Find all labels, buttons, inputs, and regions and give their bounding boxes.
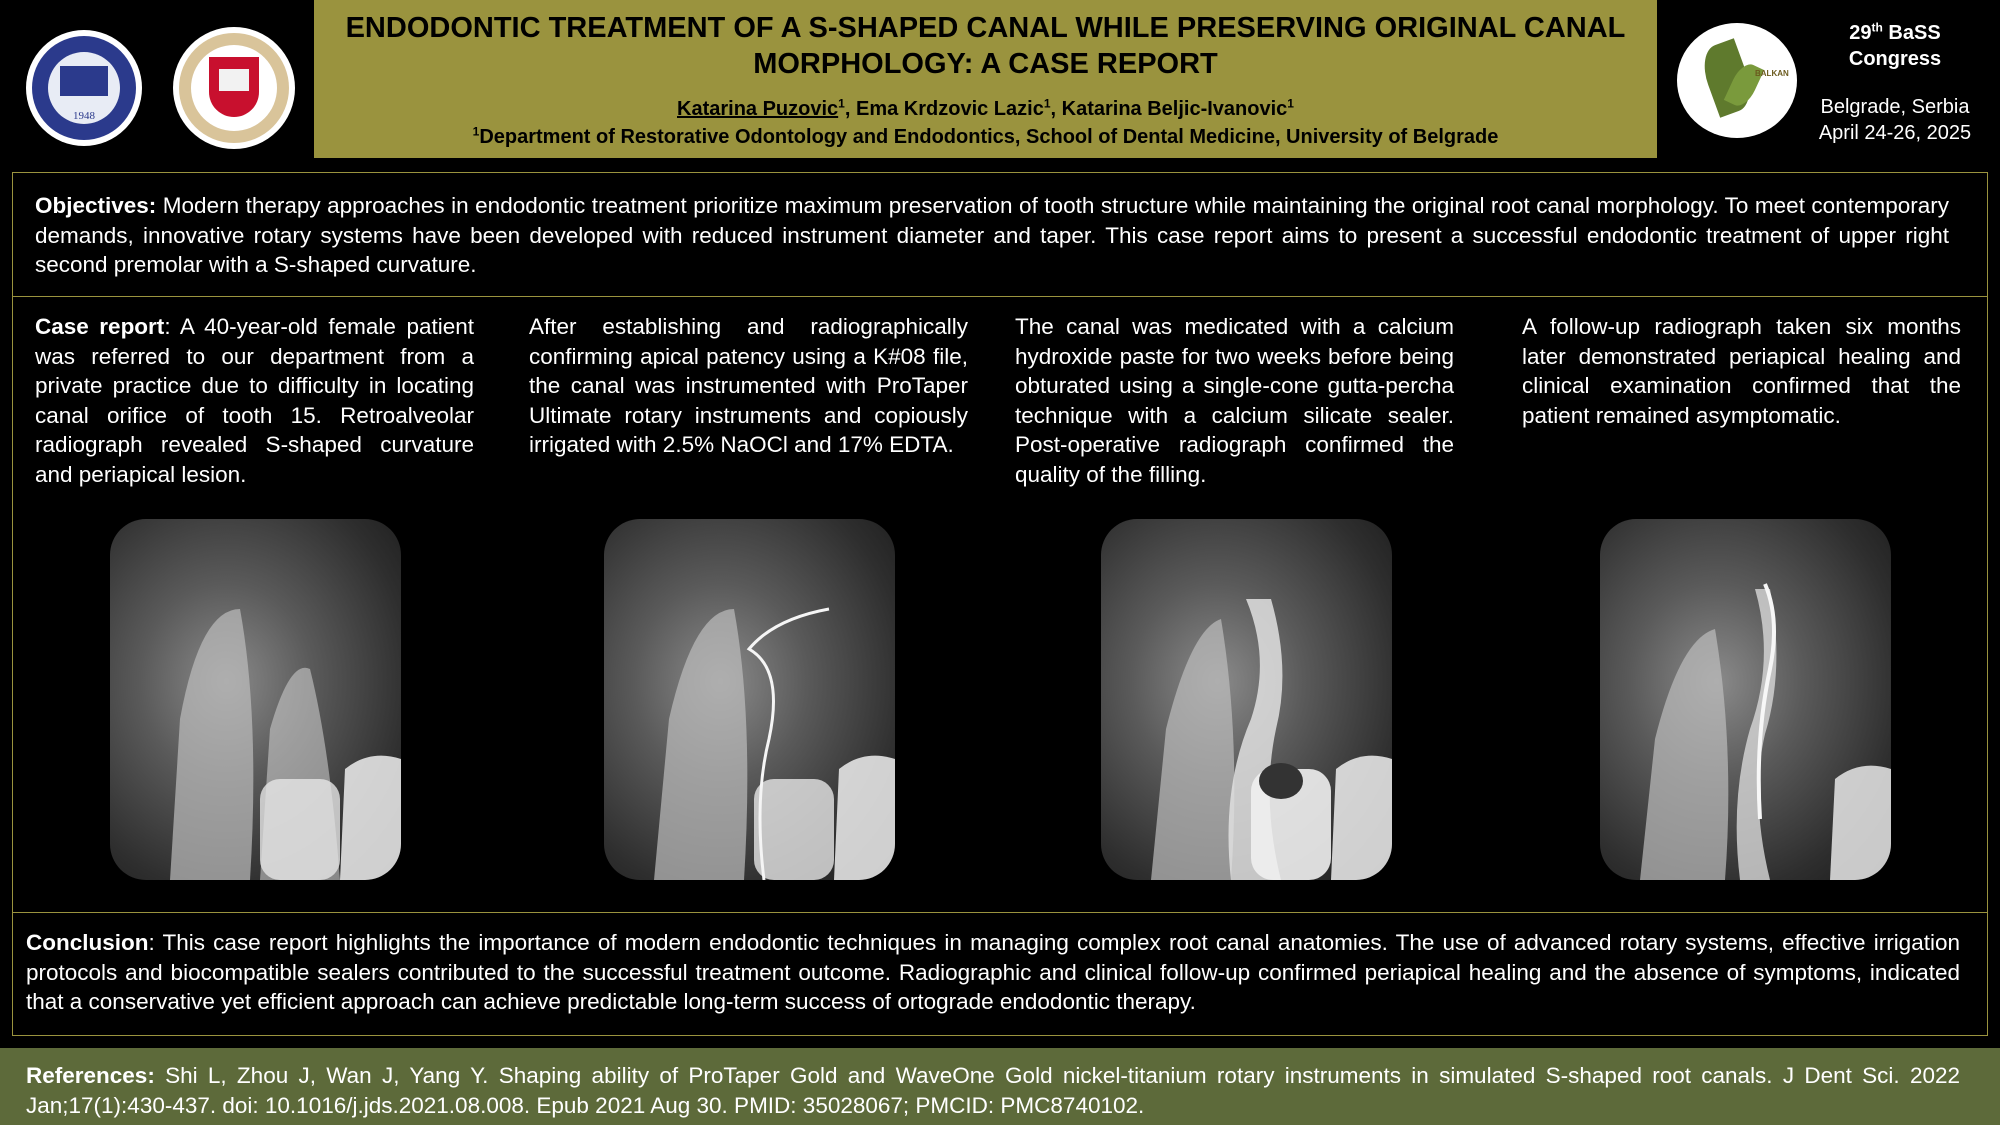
congress-number: 29 bbox=[1849, 22, 1872, 44]
case-text-1: : A 40-year-old female patient was referred to our department from a private practice due to difficulty in locating canal orifice of tooth 15. Retroalveolar radiograph revealed S-shaped curvature and periapical lesion. bbox=[35, 314, 475, 487]
radiograph-working-length bbox=[604, 519, 895, 880]
objectives-label: Objectives: bbox=[35, 193, 157, 218]
logo-year: 1948 bbox=[73, 110, 95, 122]
author-sup: 1 bbox=[1287, 96, 1294, 111]
congress-name bbox=[1800, 20, 1990, 46]
case-report-label: Case report bbox=[35, 314, 165, 339]
university-belgrade-logo bbox=[26, 30, 142, 146]
logo-label: BALKAN bbox=[1755, 69, 1789, 78]
references-section bbox=[26, 1061, 1960, 1120]
author-name: Katarina Beljic-Ivanovic bbox=[1061, 98, 1288, 120]
case-column-3: The canal was medicated with a calcium hydroxide paste for two weeks before being obturated using a single-cone gutta-percha technique with a calcium silicate sealer. Post-operative radiograph confirmed the quality of the filling. bbox=[1015, 314, 1454, 487]
balkan-stomatological-society-logo bbox=[1677, 23, 1797, 138]
congress-number-sup: th bbox=[1871, 20, 1883, 35]
author-name: Ema Krdzovic Lazic bbox=[855, 98, 1044, 120]
affiliation bbox=[314, 126, 1657, 149]
school-dental-medicine-logo bbox=[173, 27, 295, 149]
congress-line2: Congress bbox=[1848, 48, 1942, 70]
case-column-4: A follow-up radiograph taken six months later demonstrated periapical healing and clinical examination confirmed that the patient remained asymptomatic. bbox=[1522, 314, 1961, 428]
case-column-1 bbox=[35, 312, 474, 489]
conclusion-label: Conclusion bbox=[26, 930, 149, 955]
author-sup: 1 bbox=[838, 96, 845, 111]
radiograph-postoperative bbox=[1101, 519, 1392, 880]
congress-info bbox=[1800, 20, 1990, 146]
author-sup: 1 bbox=[1043, 96, 1051, 111]
conclusion-text: : This case report highlights the importance of modern endodontic techniques in managing complex root canal anatomies. The use of advanced rotary systems, effective irrigation protocols and biocompatible sealers contributed to the successful treatment outcome. Radiographic and clinical follow-up confirmed periapical healing and the absence of symptoms, indicated that a conservative yet efficient approach can achieve predictable long-term success of ortograde endodontic therapy. bbox=[26, 930, 1960, 1014]
conclusion-section bbox=[26, 928, 1960, 1017]
references-text: Shi L, Zhou J, Wan J, Yang Y. Shaping ability of ProTaper Gold and WaveOne Gold nickel-titanium rotary instruments in simulated S-shaped root canals. J Dent Sci. 2022 Jan;17(1):430-437. doi: 10.1016/j.jds.2021.08.008. Epub 2021 Aug 30. PMID: 35028067; PMCID: PMC8740102. bbox=[26, 1063, 1960, 1118]
congress-dates: April 24-26, 2025 bbox=[1818, 122, 1972, 144]
poster-title: ENDODONTIC TREATMENT OF A S-SHAPED CANAL WHILE PRESERVING ORIGINAL CANAL MORPHOLOGY: A CASE REPORT bbox=[345, 12, 1626, 80]
divider bbox=[12, 912, 1988, 913]
congress-title: BaSS bbox=[1882, 22, 1941, 44]
references-label: References: bbox=[26, 1063, 155, 1088]
author-name: Katarina Puzovic bbox=[677, 98, 839, 120]
radiograph-preoperative bbox=[110, 519, 401, 880]
case-column-2: After establishing and radiographically confirming apical patency using a K#08 file, the canal was instrumented with ProTaper Ultimate rotary instruments and copiously irrigated with 2.5% NaOCl and 17% EDTA. bbox=[529, 314, 968, 457]
affiliation-sup: 1 bbox=[472, 124, 480, 139]
radiograph-follow-up bbox=[1600, 519, 1891, 880]
objectives-section bbox=[35, 191, 1949, 280]
affiliation-text: Department of Restorative Odontology and Endodontics, School of Dental Medicine, University of Belgrade bbox=[479, 126, 1499, 148]
divider bbox=[12, 296, 1988, 297]
header-band bbox=[314, 0, 1657, 158]
objectives-text: Modern therapy approaches in endodontic treatment prioritize maximum preservation of tooth structure while maintaining the original root canal morphology. To meet contemporary demands, innovative rotary systems have been developed with reduced instrument diameter and taper. This case report aims to present a successful endodontic treatment of upper right second premolar with a S-shaped curvature. bbox=[35, 193, 1949, 277]
congress-location: Belgrade, Serbia bbox=[1820, 96, 1970, 118]
author-list: Katarina Puzovic$^1$, Ema Krdzovic Lazic$^1$, Katarina Beljic-Ivanovic$^1$ bbox=[677, 96, 1294, 120]
